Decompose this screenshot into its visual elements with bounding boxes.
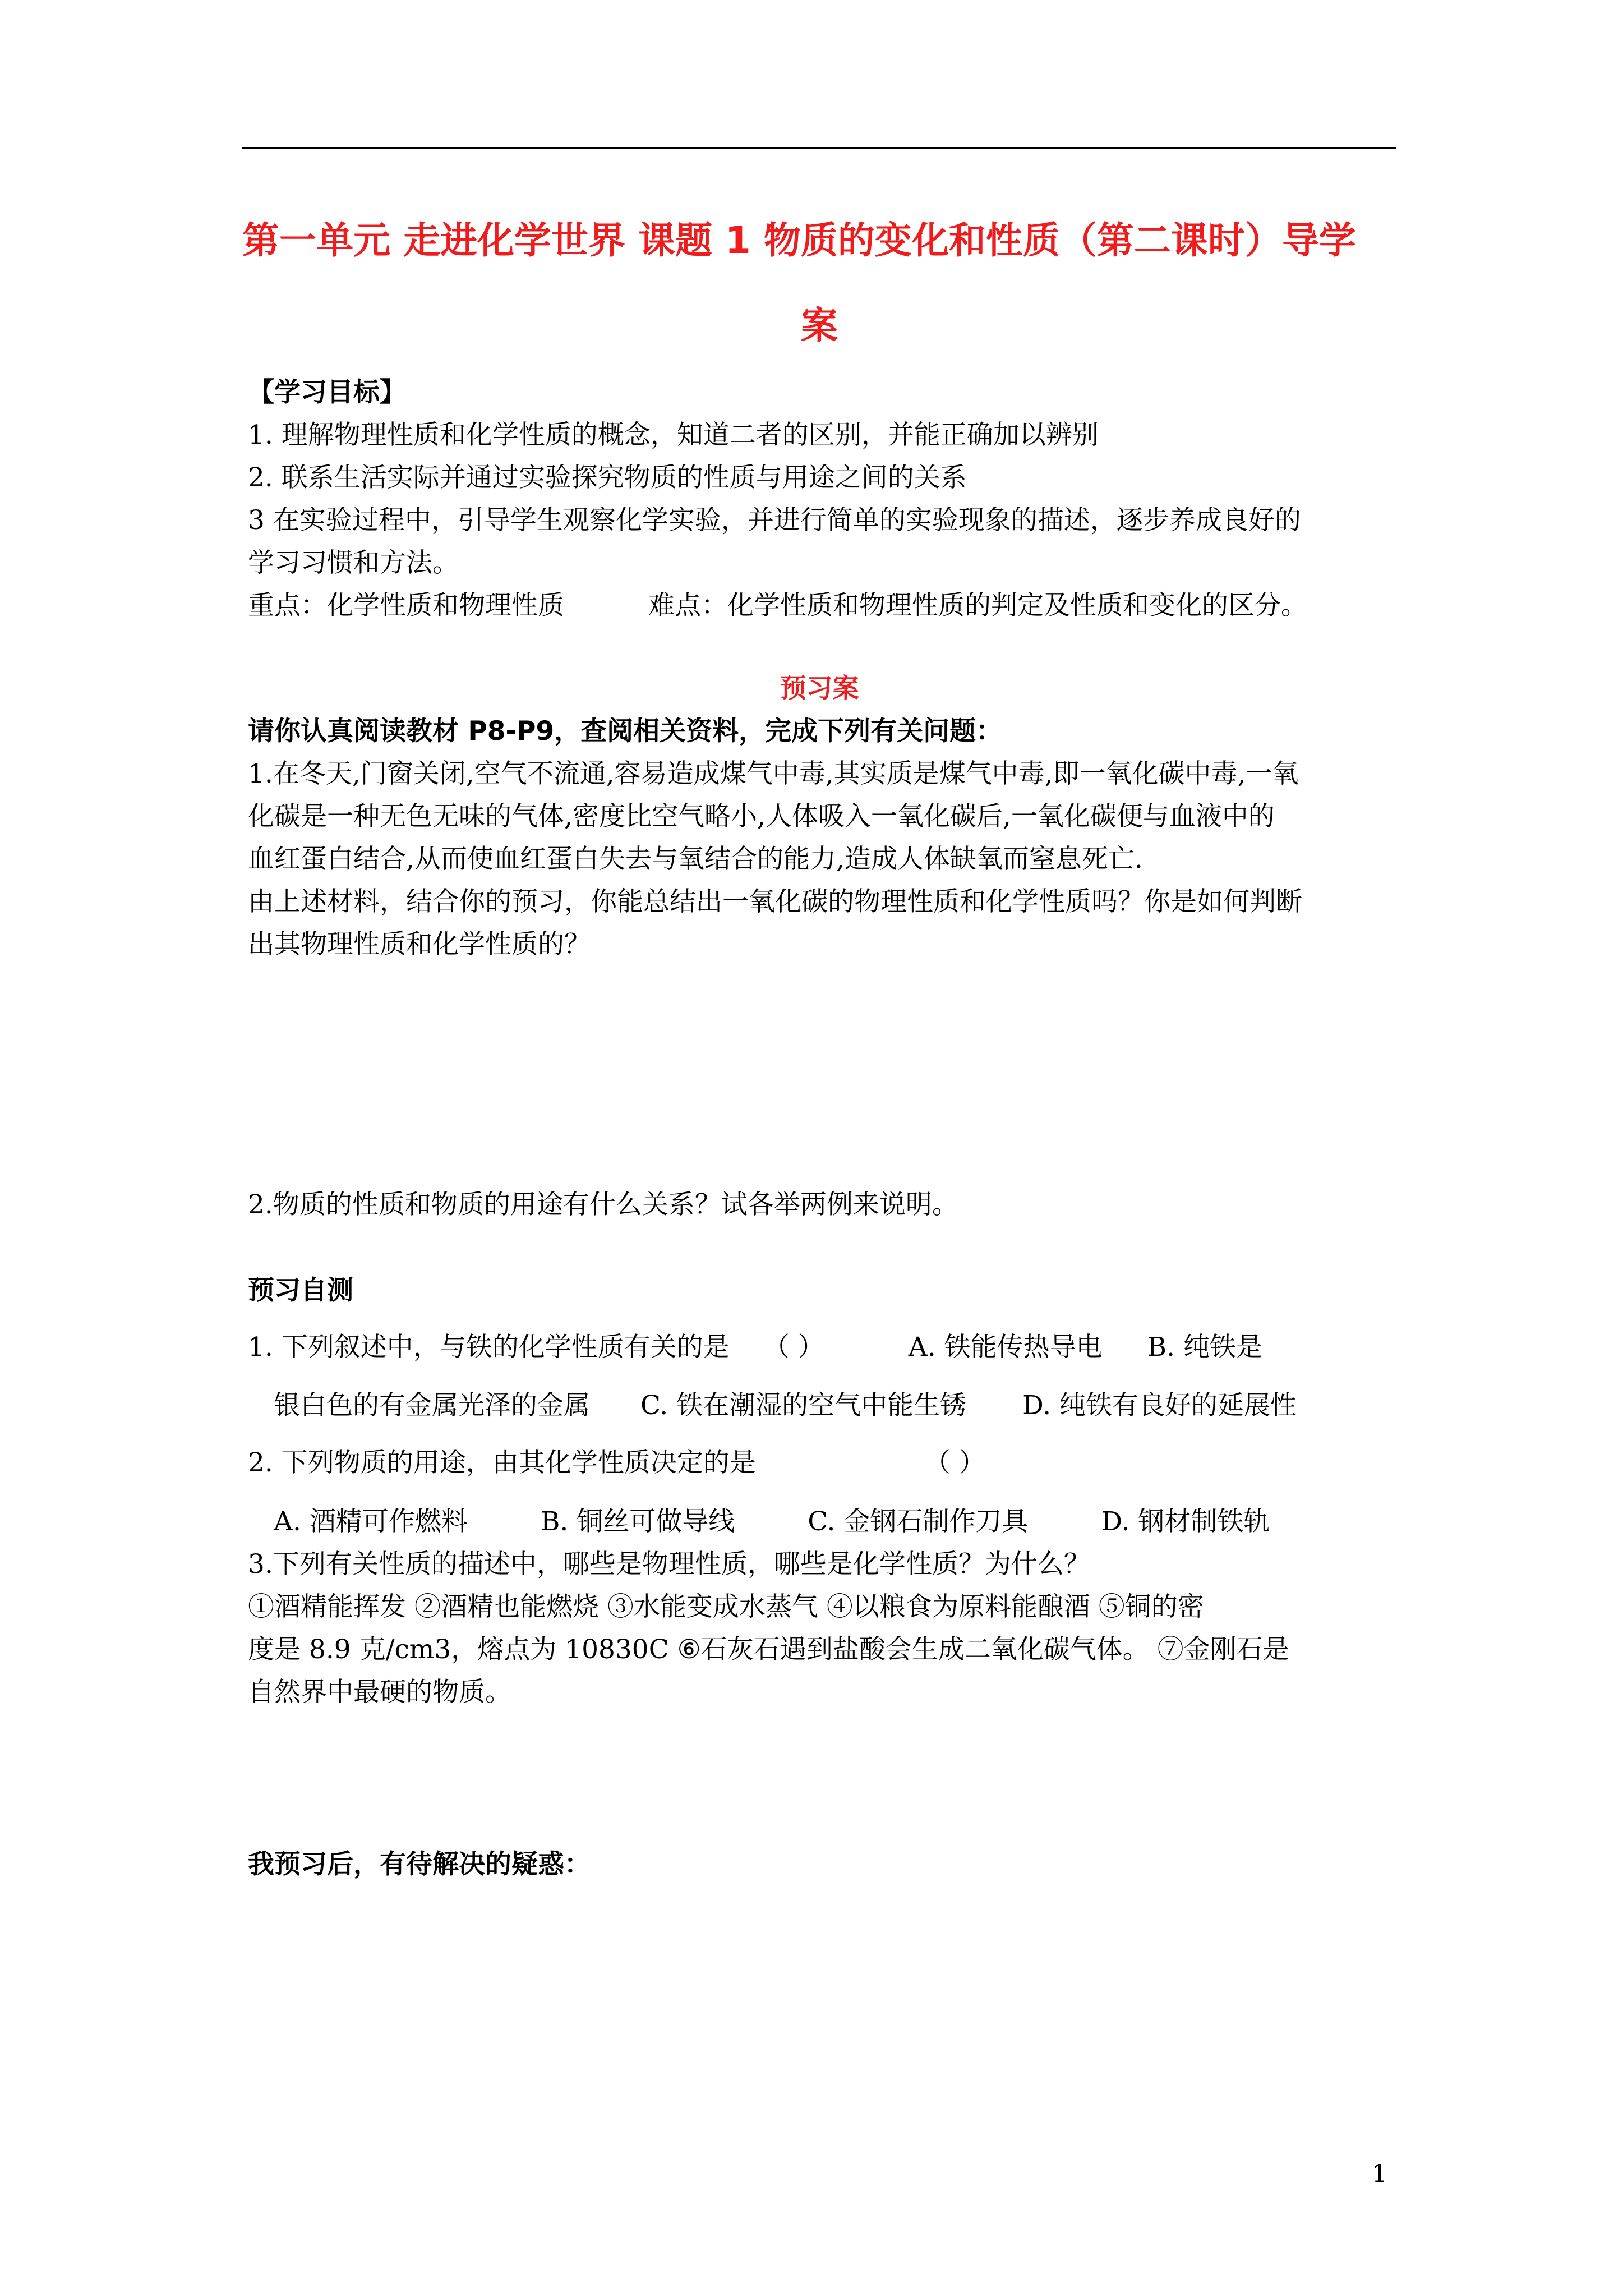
- q1-option-a: A. 铁能传热导电: [908, 1332, 1103, 1363]
- q2-option-d: D. 钢材制铁轨: [1101, 1506, 1270, 1537]
- q1-option-b-part-1: B. 纯铁是: [1147, 1332, 1262, 1363]
- q2-answer-blank: （ ）: [924, 1447, 985, 1478]
- doubts-heading: 我预习后，有待解决的疑惑：: [248, 1849, 591, 1880]
- q1-answer-blank: （ ）: [763, 1332, 824, 1363]
- preview-q1-line-4: 由上述材料，结合你的预习，你能总结出一氧化碳的物理性质和化学性质吗？你是如何判断: [248, 886, 1302, 917]
- header-rule: [242, 147, 1396, 149]
- self-test-q3-stem: 3.下列有关性质的描述中，哪些是物理性质，哪些是化学性质？为什么？: [248, 1549, 1090, 1580]
- self-test-q1-line-2: [274, 1390, 1297, 1421]
- self-test-heading: 预习自测: [248, 1275, 353, 1306]
- preview-q1-line-5: 出其物理性质和化学性质的？: [248, 929, 591, 960]
- self-test-q2-line-1: [248, 1447, 985, 1479]
- q2-option-a: A. 酒精可作燃料: [274, 1506, 468, 1537]
- self-test-q2-options: [274, 1506, 1270, 1538]
- objectives-heading: 【学习目标】: [248, 377, 406, 408]
- self-test-q1-line-1: [248, 1332, 1262, 1363]
- preview-q1-line-2: 化碳是一种无色无味的气体,密度比空气略小,人体吸入一氧化碳后,一氧化碳便与血液中的: [248, 801, 1275, 832]
- document-title-line-2: 案: [801, 304, 838, 347]
- q2-stem: 2. 下列物质的用途，由其化学性质决定的是: [248, 1447, 756, 1478]
- self-test-q3-line-3: 自然界中最硬的物质。: [248, 1677, 511, 1708]
- objective-item-2: 2. 联系生活实际并通过实验探究物质的性质与用途之间的关系: [248, 462, 967, 493]
- self-test-q3-line-2: 度是 8.9 克/cm3，熔点为 10830C ⑥石灰石遇到盐酸会生成二氧化碳气体。 ⑦金刚石是: [248, 1634, 1289, 1665]
- q1-option-c: C. 铁在潮湿的空气中能生锈: [640, 1390, 967, 1421]
- preview-instruction: 请你认真阅读教材 P8-P9，查阅相关资料，完成下列有关问题：: [248, 716, 1003, 747]
- q1-option-b-part-2: 银白色的有金属光泽的金属: [274, 1390, 590, 1421]
- preview-q1-line-1: 1.在冬天,门窗关闭,空气不流通,容易造成煤气中毒,其实质是煤气中毒,即一氧化碳中毒,一氧: [248, 758, 1299, 789]
- objective-item-3-line-2: 学习习惯和方法。: [248, 547, 459, 578]
- q1-stem: 1. 下列叙述中，与铁的化学性质有关的是: [248, 1332, 730, 1363]
- q2-option-b: B. 铜丝可做导线: [540, 1506, 735, 1537]
- difficult-point: 难点：化学性质和物理性质的判定及性质和变化的区分。: [648, 590, 1307, 621]
- key-points-line: [248, 590, 1307, 622]
- preview-q2: 2.物质的性质和物质的用途有什么关系？试各举两例来说明。: [248, 1189, 958, 1220]
- self-test-q3-line-1: ①酒精能挥发 ②酒精也能燃烧 ③水能变成水蒸气 ④以粮食为原料能酿酒 ⑤铜的密: [248, 1591, 1204, 1622]
- key-point: 重点：化学性质和物理性质: [248, 590, 564, 621]
- preview-heading: 预习案: [780, 673, 859, 704]
- q1-option-d: D. 纯铁有良好的延展性: [1022, 1390, 1297, 1421]
- objective-item-3-line-1: 3 在实验过程中，引导学生观察化学实验，并进行简单的实验现象的描述，逐步养成良好的: [248, 505, 1301, 536]
- document-title-line-1: 第一单元 走进化学世界 课题 1 物质的变化和性质（第二课时）导学: [242, 219, 1356, 262]
- preview-q1-line-3: 血红蛋白结合,从而使血红蛋白失去与氧结合的能力,造成人体缺氧而窒息死亡.: [248, 844, 1143, 875]
- q2-option-c: C. 金钢石制作刀具: [808, 1506, 1029, 1537]
- page-number: 1: [1372, 2160, 1387, 2188]
- objective-item-1: 1. 理解物理性质和化学性质的概念，知道二者的区别，并能正确加以辨别: [248, 420, 1099, 450]
